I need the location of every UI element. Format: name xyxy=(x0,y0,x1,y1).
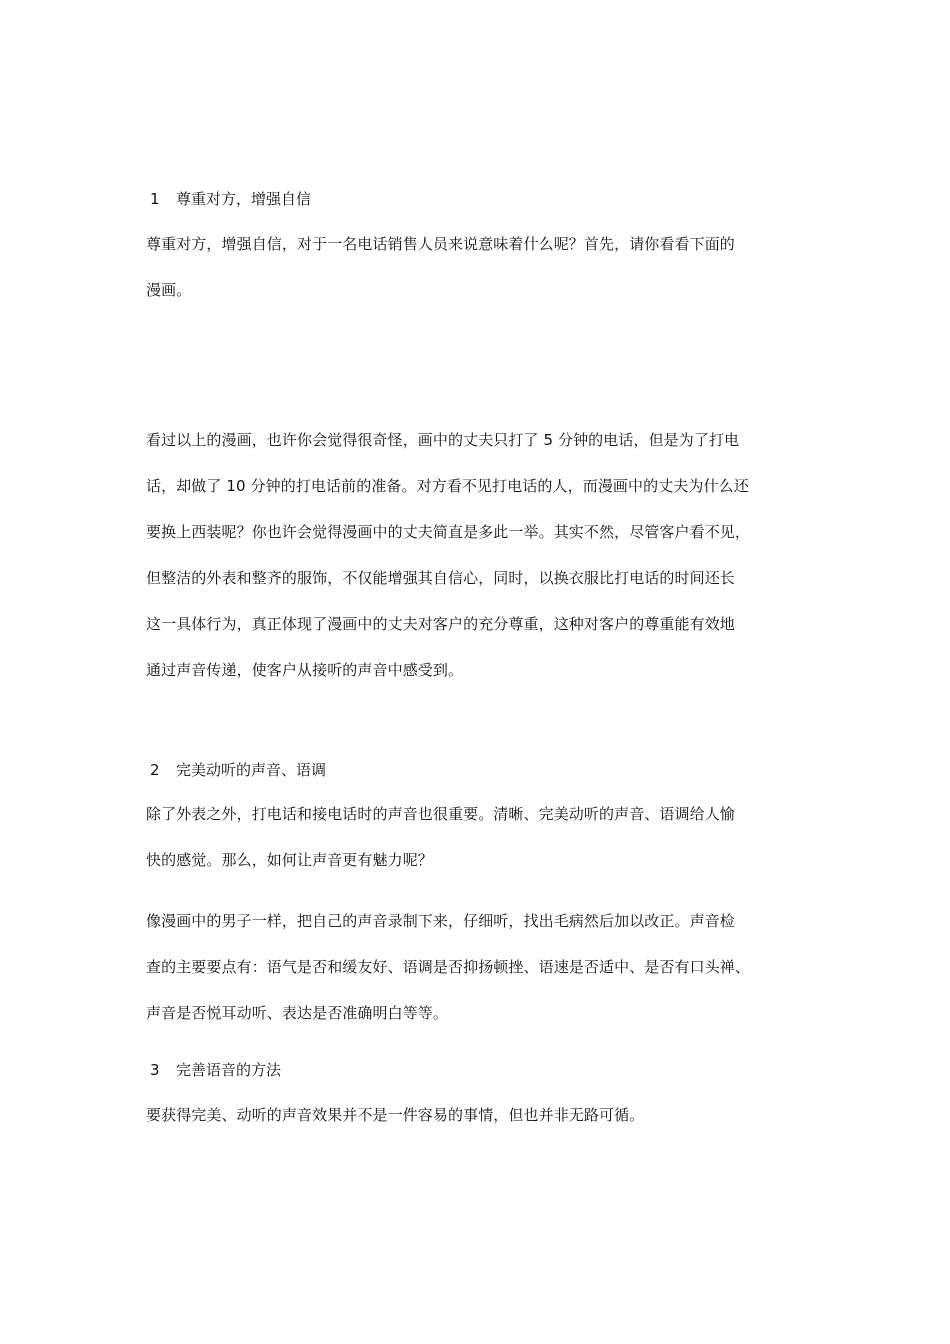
paragraph-line: 但整洁的外表和整齐的服饰，不仅能增强其自信心，同时，以换衣服比打电话的时间还长 xyxy=(146,569,735,587)
section-title: 完善语音的方法 xyxy=(176,1061,282,1079)
paragraph-line: 像漫画中的男子一样，把自己的声音录制下来，仔细听，找出毛病然后加以改正。声音检 xyxy=(146,912,735,930)
section-number: 3 xyxy=(150,1061,160,1079)
paragraph-line: 声音是否悦耳动听、表达是否准确明白等等。 xyxy=(146,1004,449,1022)
paragraph-line: 除了外表之外，打电话和接电话时的声音也很重要。清晰、完美动听的声音、语调给人愉 xyxy=(146,805,735,823)
paragraph-2-1 xyxy=(146,791,816,883)
paragraph-line: 尊重对方，增强自信，对于一名电话销售人员来说意味着什么呢？首先，请你看看下面的 xyxy=(146,235,735,253)
paragraph-line: 漫画。 xyxy=(146,281,192,299)
section-heading-3 xyxy=(146,1060,281,1080)
paragraph-line: 这一具体行为，真正体现了漫画中的丈夫对客户的充分尊重，这种对客户的尊重能有效地 xyxy=(146,615,735,633)
paragraph-2-2 xyxy=(146,898,816,1036)
paragraph-3-1 xyxy=(146,1092,816,1138)
paragraph-line: 话，却做了 10 分钟的打电话前的准备。对方看不见打电话的人，而漫画中的丈夫为什么还 xyxy=(146,477,749,495)
paragraph-line: 看过以上的漫画，也许你会觉得很奇怪，画中的丈夫只打了 5 分钟的电话，但是为了打电 xyxy=(146,431,740,449)
section-heading-2 xyxy=(146,760,326,780)
paragraph-line: 要换上西装呢？你也许会觉得漫画中的丈夫简直是多此一举。其实不然，尽管客户看不见， xyxy=(146,523,751,541)
paragraph-line: 要获得完美、动听的声音效果并不是一件容易的事情，但也并非无路可循。 xyxy=(146,1106,645,1124)
paragraph-1-2 xyxy=(146,417,816,693)
section-number: 2 xyxy=(150,761,160,779)
section-heading-1 xyxy=(146,189,311,209)
paragraph-line: 快的感觉。那么，如何让声音更有魅力呢？ xyxy=(146,851,433,869)
paragraph-line: 通过声音传递，使客户从接听的声音中感受到。 xyxy=(146,661,464,679)
paragraph-line: 查的主要要点有：语气是否和缓友好、语调是否抑扬顿挫、语速是否适中、是否有口头禅、 xyxy=(146,958,751,976)
section-number: 1 xyxy=(150,190,160,208)
section-title: 完美动听的声音、语调 xyxy=(176,761,327,779)
section-title: 尊重对方，增强自信 xyxy=(176,190,312,208)
paragraph-1-1 xyxy=(146,221,816,313)
